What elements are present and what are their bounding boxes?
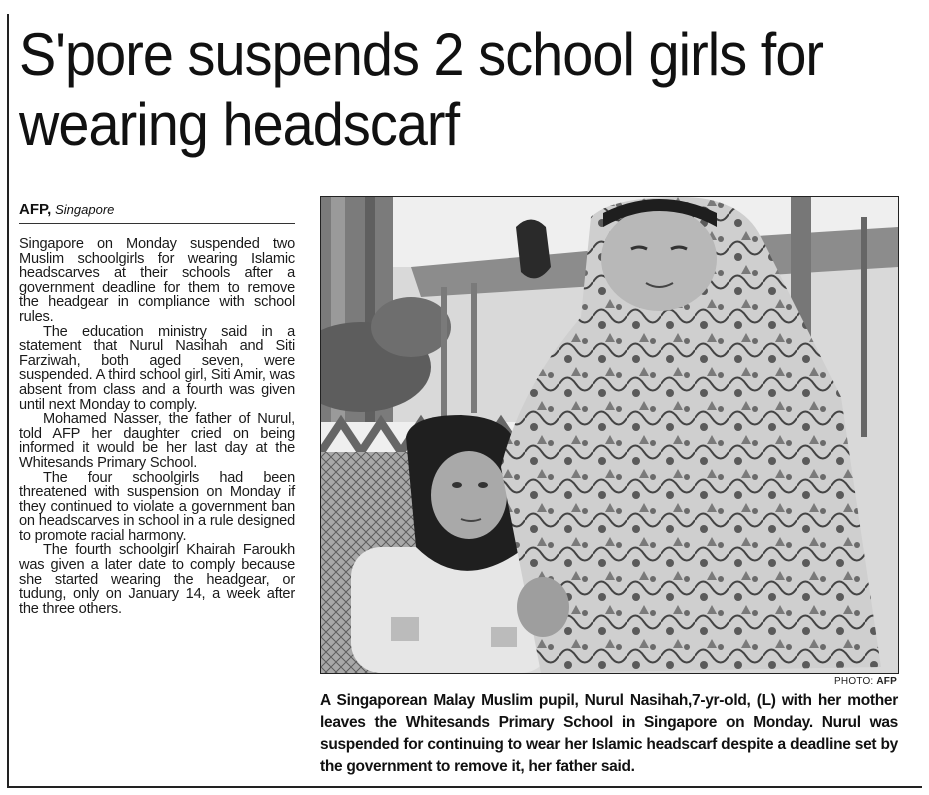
headline: S'pore suspends 2 school girls for wearing headscarf: [19, 21, 824, 158]
paragraph-2: The education ministry said in a statement that Nurul Nasihah and Siti Farziwah, both aged seven, were suspended. A third school girl, Siti Amir, was absent from class and a fourth was given until next Monday to comply.: [19, 323, 295, 413]
photo-caption: A Singaporean Malay Muslim pupil, Nurul Nasihah,7-yr-old, (L) with her mother leaves the Whitesands Primary School in Singapore on Monday. Nurul was suspended for continuing to wear her Islamic headscarf despite a deadline set by the government to remove it, her father said.: [320, 692, 898, 775]
article-body: [19, 237, 295, 616]
byline: [19, 201, 295, 218]
news-photo: [320, 196, 899, 674]
byline-rule: [19, 223, 295, 224]
left-column-rule: [7, 14, 9, 786]
photo-credit-source: AFP: [876, 676, 897, 687]
paragraph-4: The four schoolgirls had been threatened with suspension on Monday if they continued to violate a government ban on headscarves in school in a rule designed to promote racial harmony.: [19, 469, 295, 544]
paragraph-5: The fourth schoolgirl Khairah Faroukh was given a later date to comply because she started wearing the headgear, or tudung, only on January 14, a week after the three others.: [19, 542, 295, 617]
photo-illustration: [321, 197, 898, 673]
bottom-rule: [7, 786, 922, 788]
photo-credit: [760, 676, 897, 687]
paragraph-1: Singapore on Monday suspended two Muslim schoolgirls for wearing Islamic headscarves at their schools after a government deadline for them to remove the headgear in compliance with school rules.: [19, 236, 295, 325]
byline-place: Singapore: [55, 202, 115, 217]
byline-agency: AFP,: [19, 201, 52, 218]
photo-credit-label: PHOTO:: [834, 676, 874, 687]
paragraph-3: Mohamed Nasser, the father of Nurul, told AFP her daughter cried on being informed it would be her last day at the Whitesands Primary School.: [19, 411, 295, 471]
